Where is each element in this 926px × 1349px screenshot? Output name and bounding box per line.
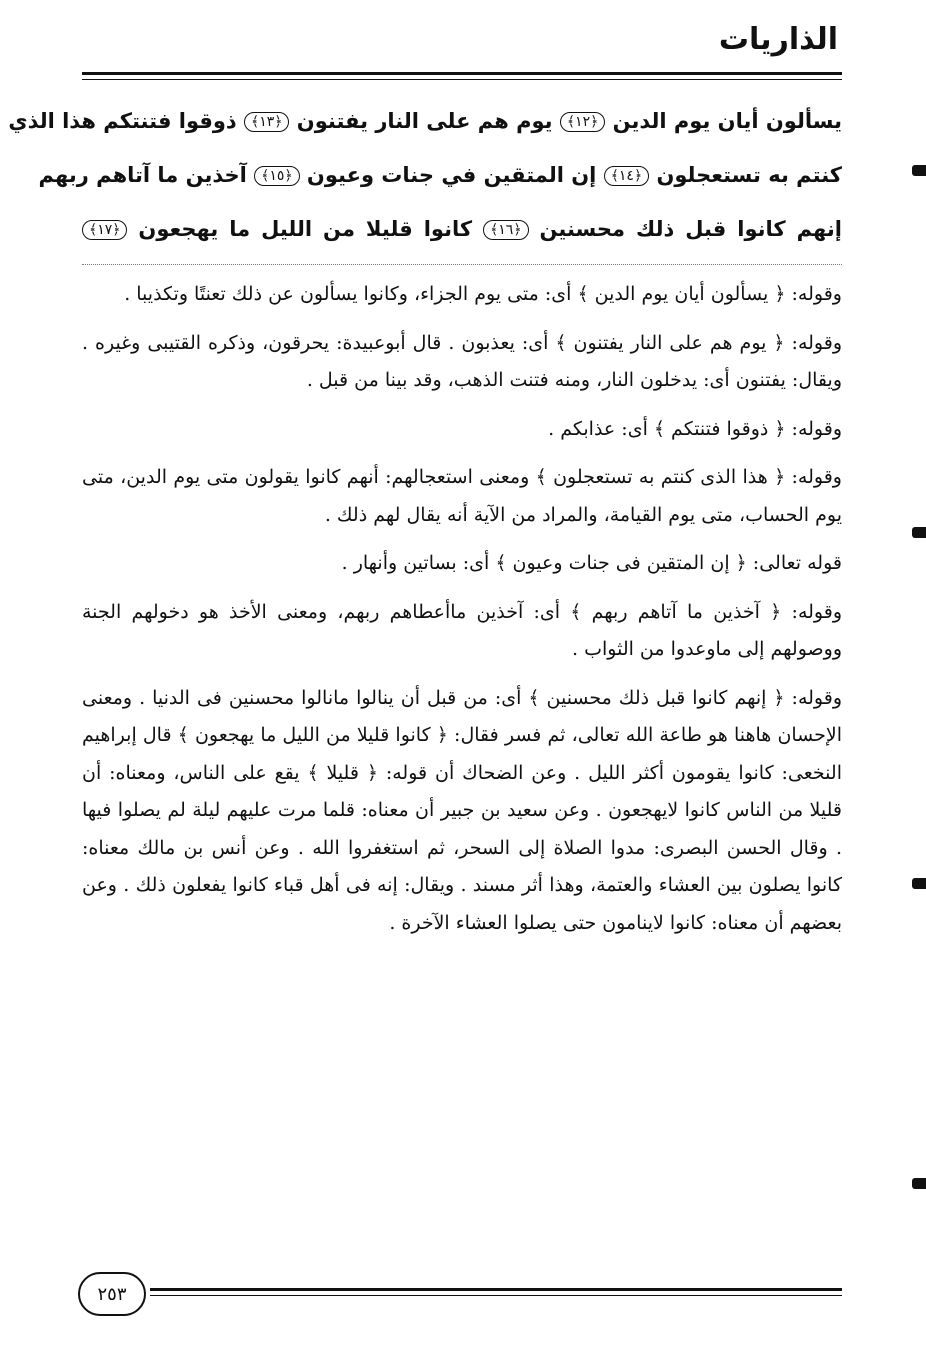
verse-text: كنتم به تستعجلون	[649, 163, 842, 187]
verse-text: إن المتقين في جنات وعيون	[299, 163, 597, 187]
verse-text: كانوا قليلا من الليل ما يهجعون	[127, 217, 473, 241]
commentary-paragraph: وقوله: ﴿ يوم هم على النار يفتنون ﴾ أى: يعذبون . قال أبوعبيدة: يحرقون، وذكره القتيبى وغيره . ويقال: يفتنون أى: يدخلون النار، ومنه فتنت الذهب، وقد بينا من قبل .	[82, 331, 842, 391]
footer-rule-thin	[150, 1295, 842, 1296]
page-number: ٢٥٣	[78, 1272, 146, 1316]
verse-text: يوم هم على النار يفتنون	[289, 109, 553, 133]
verse-line	[38, 148, 842, 202]
ayah-number: ﴿١٦﴾	[483, 220, 528, 240]
footer-rule-thick	[150, 1288, 842, 1291]
quran-verses	[8, 94, 843, 256]
verse-text: ذوقوا فتنتكم هذا الذي	[8, 109, 237, 133]
margin-tab-marker	[912, 1178, 926, 1189]
commentary-paragraph: وقوله: ﴿ ذوقوا فتنتكم ﴾ أى: عذابكم .	[548, 417, 842, 440]
commentary-paragraph: وقوله: ﴿ هذا الذى كنتم به تستعجلون ﴾ ومعنى استعجالهم: أنهم كانوا يقولون متى يوم الدين، متى يوم الحساب، متى يوم القيامة، والمراد من الآية أنه يقال لهم ذلك .	[82, 466, 842, 526]
tafsir-commentary	[82, 276, 842, 953]
commentary-paragraph: وقوله: ﴿ آخذين ما آتاهم ربهم ﴾ أى: آخذين ماأعطاهم ربهم، ومعنى الأخذ هو دخولهم الجنة ووصولهم إلى ماوعدوا من الثواب .	[82, 600, 842, 660]
header-rule-thin	[82, 79, 842, 80]
margin-tab-marker	[912, 878, 926, 889]
verse-line	[82, 202, 842, 256]
commentary-paragraph: قوله تعالى: ﴿ إن المتقين فى جنات وعيون ﴾ أى: بساتين وأنهار .	[341, 552, 842, 574]
surah-title: الذاريات	[718, 22, 838, 57]
ayah-number: ﴿١٢﴾	[560, 112, 605, 132]
ayah-number: ﴿١٧﴾	[82, 220, 127, 240]
verse-text: إنهم كانوا قبل ذلك محسنين	[528, 217, 843, 241]
ayah-number: ﴿١٥﴾	[254, 166, 299, 186]
verse-separator	[82, 264, 842, 265]
commentary-paragraph: وقوله: ﴿ إنهم كانوا قبل ذلك محسنين ﴾ أى: من قبل أن ينالوا مانالوا محسنين فى الدنيا . ومعنى الإحسان هاهنا هو طاعة الله تعالى، ثم فسر فقال: ﴿ كانوا قليلا من الليل ما يهجعون ﴾ قال إبراهيم النخعى: كانوا يقومون أكثر الليل . وعن الضحاك أن قوله: ﴿ قليلا ﴾ يقع على الناس، ومعناه: أن قليلا من الناس كانوا لايهجعون . وعن سعيد بن جبير أن معناه: قلما مرت عليهم ليلة لم يصلوا فيها . وقال الحسن البصرى: مدوا الصلاة إلى السحر، ثم استغفروا الله . وعن أنس بن مالك معناه: كانوا يصلون بين العشاء والعتمة، وهذا أثر مسند . ويقال: إنه فى أهل قباء كانوا يفعلون ذلك . وعن بعضهم أن معناه: كانوا لاينامون حتى يصلوا العشاء الآخرة .	[82, 686, 842, 934]
verse-text: آخذين ما آتاهم ربهم	[38, 163, 247, 187]
ayah-number: ﴿١٤﴾	[604, 166, 649, 186]
margin-tab-marker	[912, 165, 926, 176]
header-rule-thick	[82, 72, 842, 75]
commentary-paragraph: وقوله: ﴿ يسألون أيان يوم الدين ﴾ أى: متى يوم الجزاء، وكانوا يسألون عن ذلك تعنتًا وتكذيبا .	[124, 283, 842, 305]
verse-line	[8, 94, 842, 148]
ayah-number: ﴿١٣﴾	[244, 112, 289, 132]
margin-tab-marker	[912, 527, 926, 538]
verse-text: يسألون أيان يوم الدين	[605, 109, 842, 133]
